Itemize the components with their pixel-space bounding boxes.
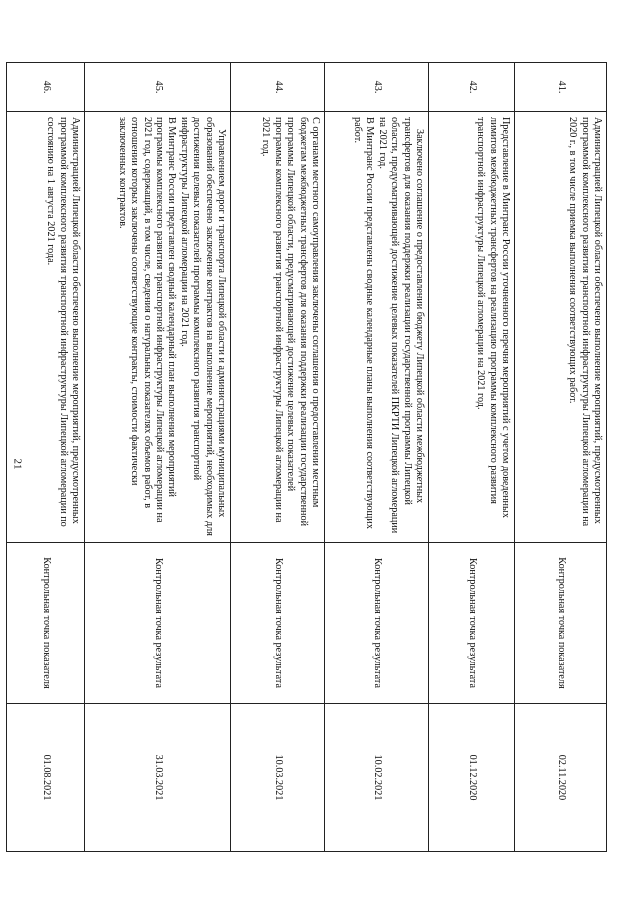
description-paragraph: Заключено соглашение о предоставлении бюджету Липецкой области межбюджетных трансфертов для оказания поддержки реализации государственной программы Липецкой области, предусматривающей достижение целевых показателей ПКРТИ Липецкой агломерации на 2021 год.	[376, 117, 425, 534]
row-description	[515, 112, 607, 543]
description-paragraph: Администрацией Липецкой области обеспечено выполнение мероприятий, предусмотренных программой комплексного развития транспортной инфраструктуры Липецкой агломерации по состоянию на 1 августа 2021 года.	[45, 117, 81, 527]
page-number: 21	[11, 458, 24, 470]
table-row	[429, 63, 515, 852]
row-number: 42.	[429, 63, 515, 112]
row-date: 10.02.2021	[325, 704, 429, 852]
table-body	[7, 63, 607, 852]
row-description	[325, 112, 429, 543]
description-paragraph: Представление в Минтранс России уточненного перечня мероприятий с учетом доведенных лимитов межбюджетных трансфертов на реализацию программы комплексного развития транспортной инфраструктуры Липецкой агломерации на 2021 год.	[475, 117, 511, 518]
description-paragraph: С органами местного самоуправления заключены соглашения о предоставлении местным бюджетам межбюджетных трансфертов для оказания поддержки реализации государственной программы Липецкой области, предусматривающей достижение целевых показателей программы комплексного развития транспортной инфраструктуры Липецкой агломерации на 2021 год.	[260, 117, 321, 527]
row-date: 02.11.2020	[515, 704, 607, 852]
control-points-table	[6, 62, 607, 852]
row-control-point-type: Контрольная точка результата	[85, 543, 231, 704]
row-number: 43.	[325, 63, 429, 112]
table-row	[85, 63, 231, 852]
row-description	[429, 112, 515, 543]
row-date: 01.08.2021	[7, 704, 85, 852]
table-row	[7, 63, 85, 852]
row-number: 46.	[7, 63, 85, 112]
row-number: 44.	[231, 63, 325, 112]
description-paragraph: Администрацией Липецкой области обеспечено выполнение мероприятий, предусмотренных программой комплексного развития транспортной инфраструктуры Липецкой агломерации на 2020 г., в том числе приемка выполнения соответствующих работ.	[567, 117, 603, 527]
row-number: 41.	[515, 63, 607, 112]
row-control-point-type: Контрольная точка результата	[429, 543, 515, 704]
row-number: 45.	[85, 63, 231, 112]
row-control-point-type: Контрольная точка результата	[325, 543, 429, 704]
row-description	[231, 112, 325, 543]
description-paragraph: В Минтранс России представлен сводный календарный план выполнения мероприятий программы комплексного развития транспортной инфраструктуры Липецкой агломерации на 2021 год, содержащий, в том числе, сведения о натуральных показателях объемов работ, в отношении которых заключены соответствующие контракты, стоимости фактически заключенных контрактов.	[116, 117, 178, 523]
control-points-table-rotated	[32, 62, 607, 852]
table-row	[231, 63, 325, 852]
row-date: 31.03.2021	[85, 704, 231, 852]
row-control-point-type: Контрольная точка показателя	[7, 543, 85, 704]
row-control-point-type: Контрольная точка показателя	[515, 543, 607, 704]
description-paragraph: В Минтранс России представлены сводные календарные планы выполнения соответствующих работ.	[351, 117, 376, 529]
table-row	[325, 63, 429, 852]
row-date: 01.12.2020	[429, 704, 515, 852]
description-paragraph: Управлением дорог и транспорта Липецкой области и администрациями муниципальных образований обеспечено заключение контрактов на выполнение мероприятий, необходимых для достижения целевых показателей программы комплексного развития транспортной инфраструктуры Липецкой агломерации на 2021 год.	[178, 117, 227, 536]
row-control-point-type: Контрольная точка результата	[231, 543, 325, 704]
row-date: 10.03.2021	[231, 704, 325, 852]
row-description	[7, 112, 85, 543]
row-description	[85, 112, 231, 543]
table-row	[515, 63, 607, 852]
